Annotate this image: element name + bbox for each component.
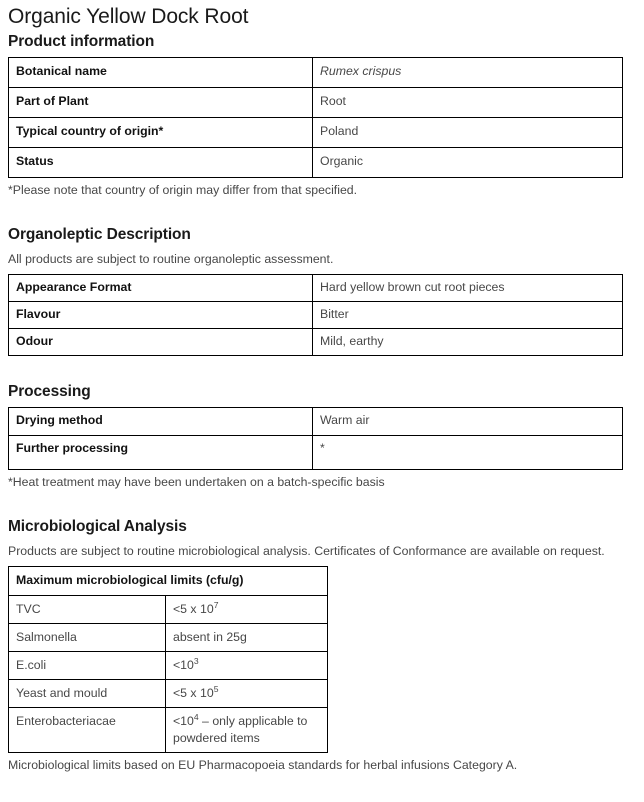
row-label: Salmonella <box>9 624 166 652</box>
row-label: Status <box>9 148 313 178</box>
value-base: <10 <box>173 714 194 728</box>
section-heading-product-information: Product information <box>8 33 155 50</box>
microbiological-limits-table <box>8 566 328 753</box>
value-superscript: 4 <box>193 711 199 722</box>
row-value: Mild, earthy <box>313 329 623 356</box>
table-row <box>9 436 623 470</box>
row-label: Flavour <box>9 302 313 329</box>
row-label: TVC <box>9 596 166 624</box>
value-superscript: 5 <box>213 683 219 694</box>
microbiological-footnote: Microbiological limits based on EU Pharmacopoeia standards for herbal infusions Category A. <box>8 758 518 772</box>
row-label: Part of Plant <box>9 88 313 118</box>
row-value: * <box>313 436 623 470</box>
processing-footnote: *Heat treatment may have been undertaken on a batch-specific basis <box>8 475 385 489</box>
table-row <box>9 148 623 178</box>
value-base: <10 <box>173 658 194 672</box>
row-label: Further processing <box>9 436 313 470</box>
row-value: Rumex crispus <box>313 58 623 88</box>
table-row <box>9 708 328 753</box>
product-information-footnote: *Please note that country of origin may differ from that specified. <box>8 183 358 197</box>
value-superscript: 3 <box>193 655 199 666</box>
value-tail: – only applicable to powdered items <box>173 714 308 745</box>
value-base: <5 x 10 <box>173 686 214 700</box>
section-heading-organoleptic-description: Organoleptic Description <box>8 226 191 243</box>
microbiological-table-header: Maximum microbiological limits (cfu/g) <box>9 567 328 596</box>
row-value: Bitter <box>313 302 623 329</box>
table-row <box>9 329 623 356</box>
row-value: Hard yellow brown cut root pieces <box>313 275 623 302</box>
organoleptic-intro-text: All products are subject to routine organoleptic assessment. <box>8 252 334 266</box>
row-value <box>166 680 328 708</box>
row-label: Botanical name <box>9 58 313 88</box>
microbiological-intro-text: Products are subject to routine microbiological analysis. Certificates of Conformance are available on request. <box>8 544 605 558</box>
value-base: absent in 25g <box>173 630 247 644</box>
processing-table <box>8 407 623 470</box>
table-row <box>9 624 328 652</box>
row-label: Enterobacteriacae <box>9 708 166 753</box>
table-row <box>9 408 623 436</box>
row-value: Root <box>313 88 623 118</box>
table-row <box>9 275 623 302</box>
table-row <box>9 596 328 624</box>
product-information-table <box>8 57 623 178</box>
table-row <box>9 680 328 708</box>
row-value: Poland <box>313 118 623 148</box>
table-header-row <box>9 567 328 596</box>
table-row <box>9 652 328 680</box>
section-heading-processing: Processing <box>8 383 91 400</box>
row-label: Appearance Format <box>9 275 313 302</box>
table-row <box>9 302 623 329</box>
row-label: Odour <box>9 329 313 356</box>
table-row <box>9 88 623 118</box>
row-value <box>166 652 328 680</box>
table-row <box>9 58 623 88</box>
row-label: Drying method <box>9 408 313 436</box>
row-value <box>166 624 328 652</box>
organoleptic-table <box>8 274 623 356</box>
value-superscript: 7 <box>213 599 219 610</box>
row-label: Yeast and mould <box>9 680 166 708</box>
value-base: <5 x 10 <box>173 602 214 616</box>
row-label: Typical country of origin* <box>9 118 313 148</box>
row-value <box>166 596 328 624</box>
row-value: Organic <box>313 148 623 178</box>
section-heading-microbiological-analysis: Microbiological Analysis <box>8 518 187 535</box>
page-title: Organic Yellow Dock Root <box>8 5 249 28</box>
row-value: Warm air <box>313 408 623 436</box>
row-label: E.coli <box>9 652 166 680</box>
table-row <box>9 118 623 148</box>
row-value <box>166 708 328 753</box>
